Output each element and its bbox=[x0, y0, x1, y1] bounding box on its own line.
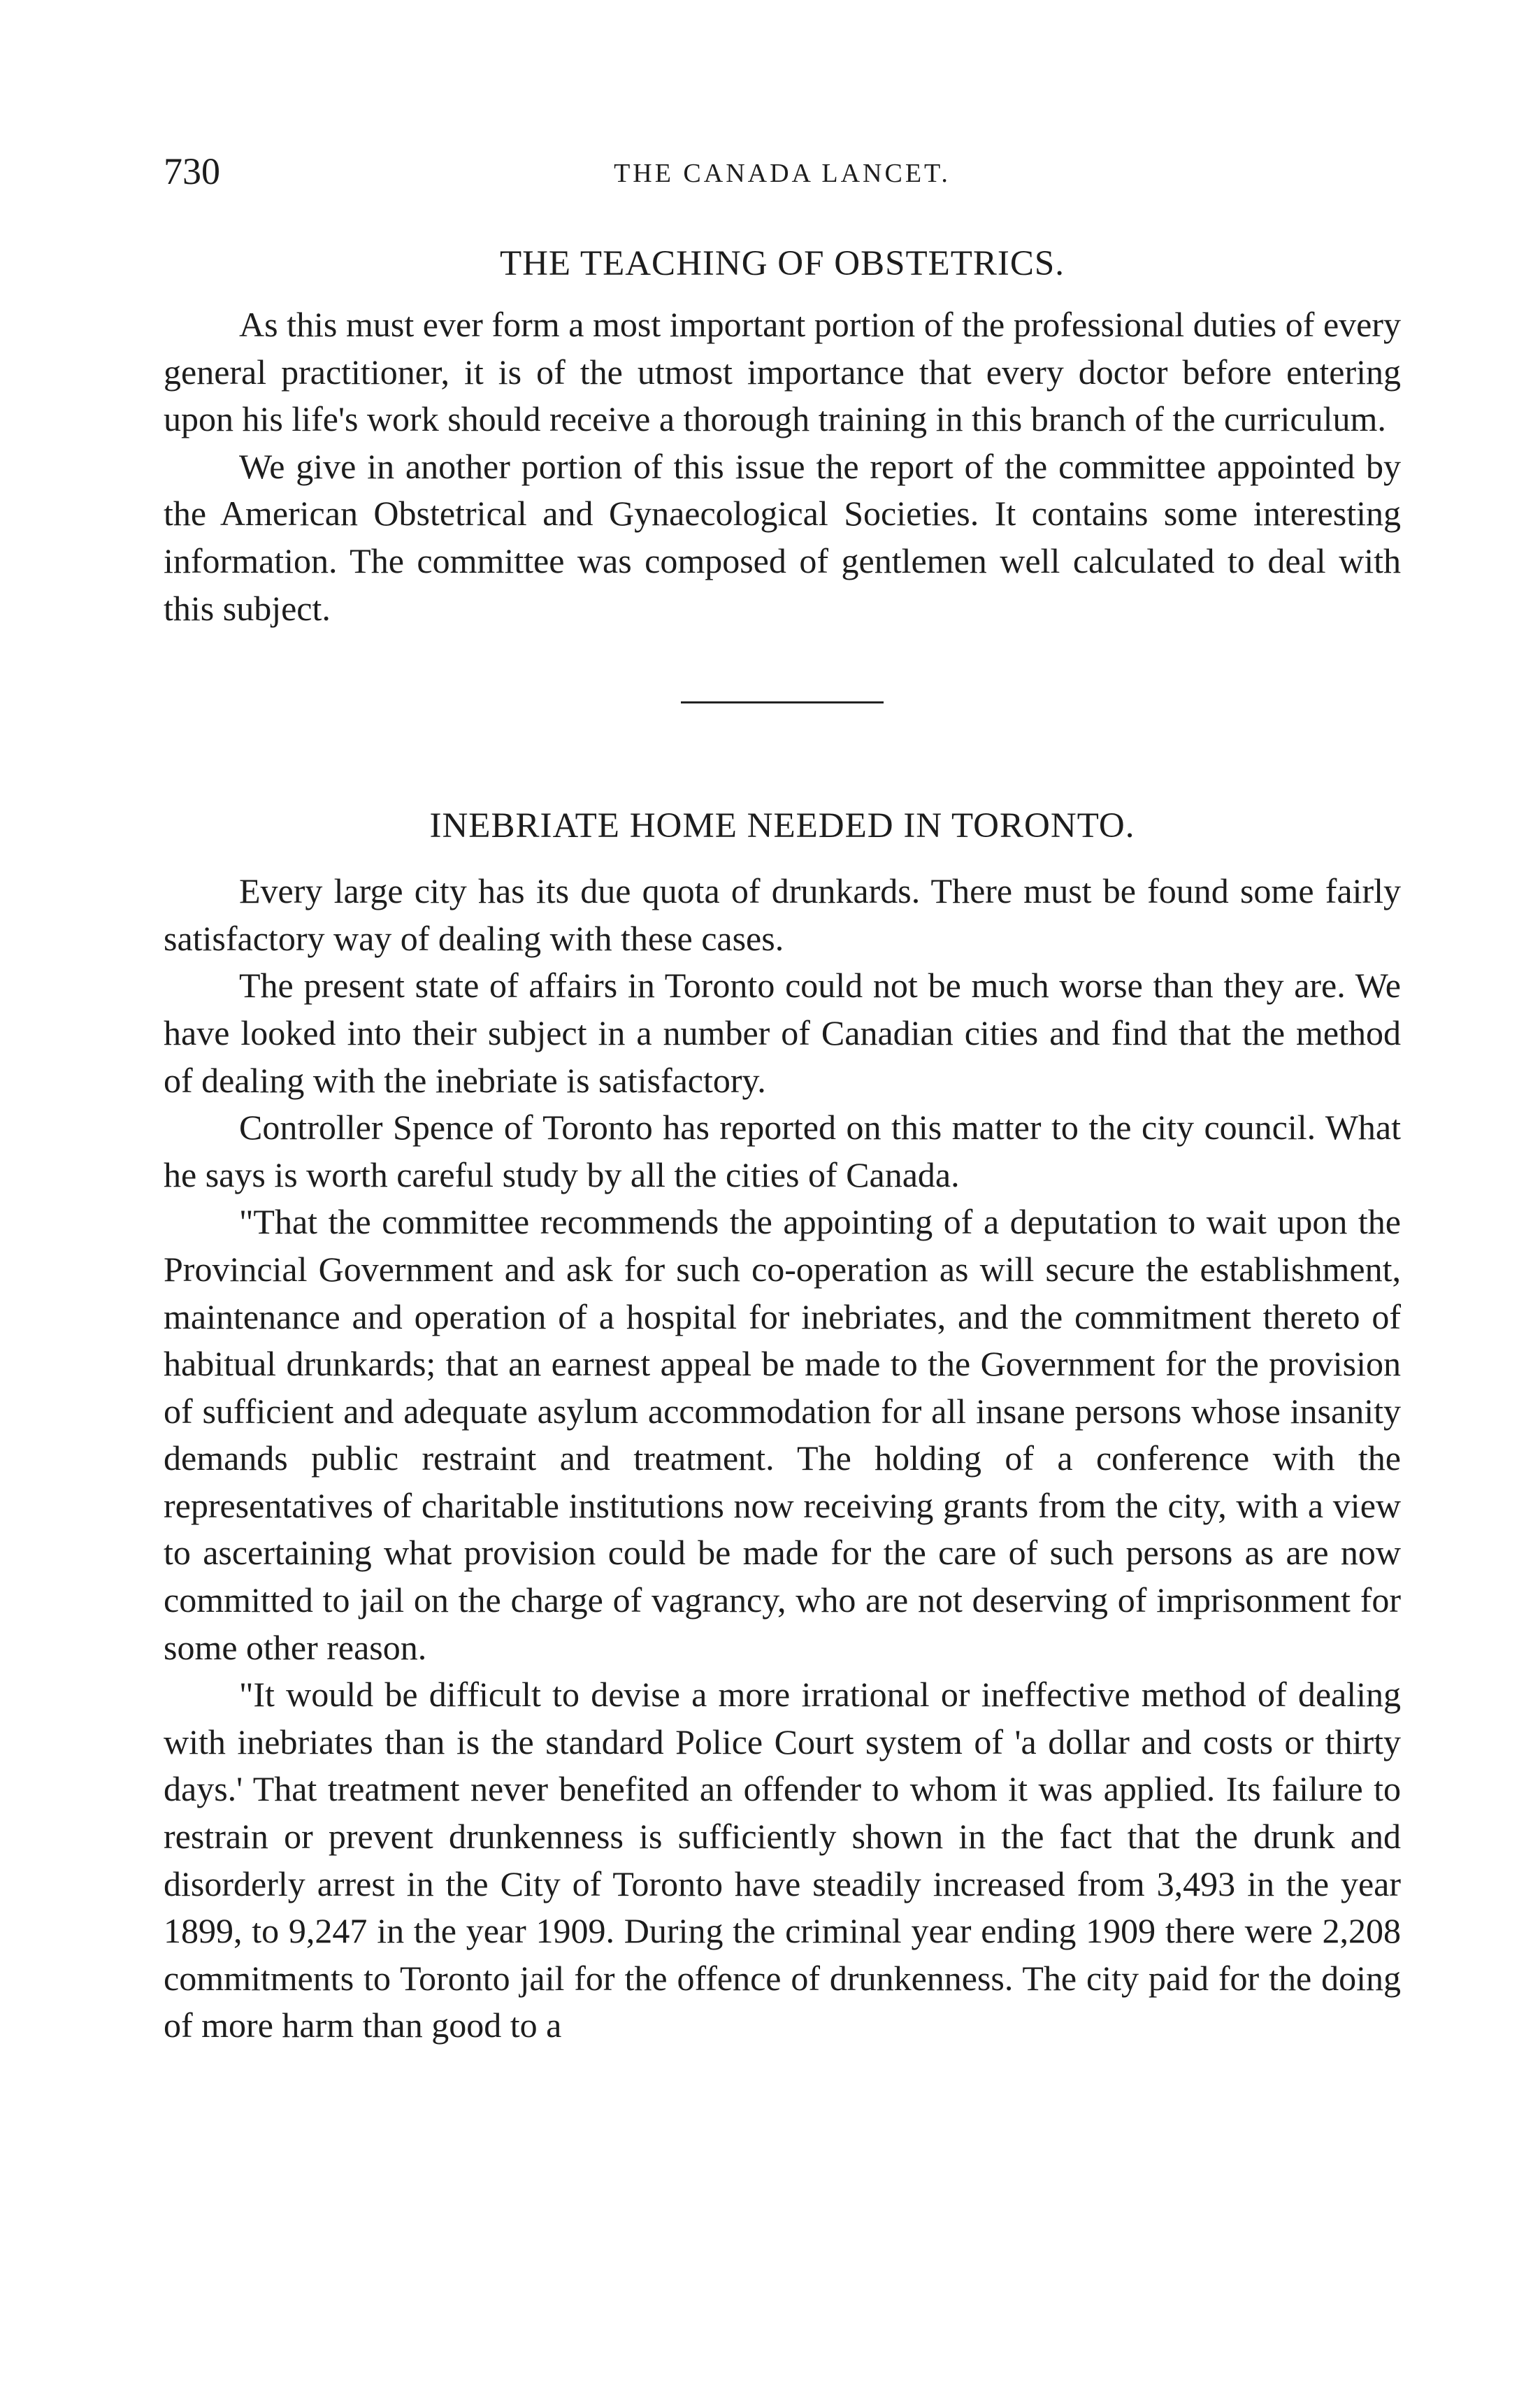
section-divider bbox=[681, 701, 884, 703]
page-number: 730 bbox=[164, 150, 220, 192]
paragraph: We give in another portion of this issue the report of the committee appointed by the American Obstetrical and Gynaecological Societies. It contains some interesting information. The committee was composed of gentlemen well calculated to deal with this subject. bbox=[164, 446, 1401, 628]
paragraph: Every large city has its due quota of drunkards. There must be found some fairly satisfactory way of dealing with these cases. bbox=[164, 871, 1401, 958]
journal-title: THE CANADA LANCET. bbox=[614, 159, 951, 188]
journal-page bbox=[164, 150, 1401, 2050]
paragraph: The present state of affairs in Toronto could not be much worse than they are. We have looked into their subject in a number of Canadian cities and find that the method of dealing with the inebriate is satisfactory. bbox=[164, 966, 1401, 1100]
paragraph: "That the committee recommends the appointing of a deputation to wait upon the Provincial Government and ask for such co-operation as will secure the establishment, maintenance and operation of a hospital for inebriates, and the commitment thereto of habitual drunkards; that an earnest appeal be made to the Government for the provision of sufficient and adequate asylum accommodation for all insane persons whose insanity demands public restraint and treatment. The holding of a conference with the representatives of charitable institutions now receiving grants from the city, with a view to ascertaining what provision could be made for the care of such persons as are now committed to jail on the charge of vagrancy, who are not deserving of imprisonment for some other reason. bbox=[164, 1202, 1401, 1667]
running-head bbox=[164, 150, 1401, 192]
article-teaching-of-obstetrics bbox=[164, 241, 1401, 632]
article-inebriate-home bbox=[164, 803, 1401, 2050]
article-title: INEBRIATE HOME NEEDED IN TORONTO. bbox=[429, 806, 1135, 846]
paragraph: "It would be difficult to devise a more irrational or ineffective method of dealing with inebriates than is the standard Police Court system of 'a dollar and costs or thirty days.' That treatment never benefited an offender to whom it was applied. Its failure to restrain or prevent drunkenness is sufficiently shown in the fact that the drunk and disorderly arrest in the City of Toronto have steadily increased from 3,493 in the year 1899, to 9,247 in the year 1909. During the criminal year ending 1909 there were 2,208 commitments to Toronto jail for the offence of drunkenness. The city paid for the doing of more harm than good to a bbox=[164, 1675, 1401, 2045]
paragraph: Controller Spence of Toronto has reported on this matter to the city council. What he says is worth careful study by all the cities of Canada. bbox=[164, 1108, 1401, 1194]
article-title: THE TEACHING OF OBSTETRICS. bbox=[499, 244, 1065, 283]
paragraph: As this must ever form a most important portion of the professional duties of every general practitioner, it is of the utmost importance that every doctor before entering upon his life's work should receive a thorough training in this branch of the curriculum. bbox=[164, 305, 1401, 439]
